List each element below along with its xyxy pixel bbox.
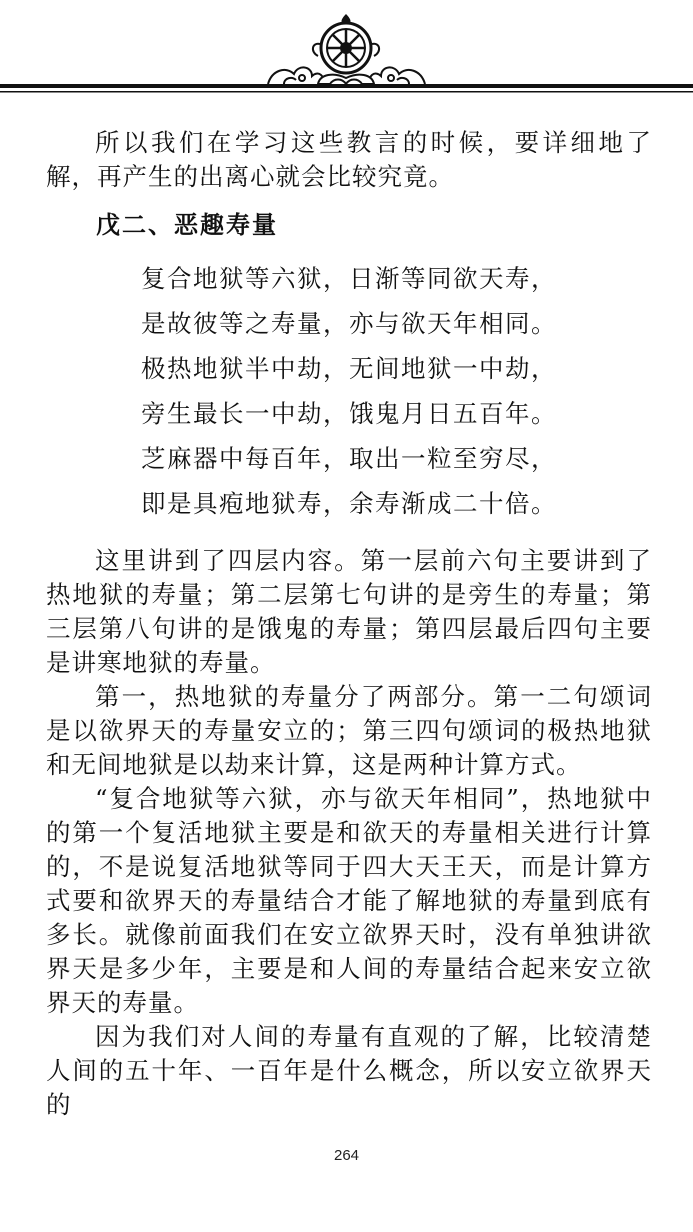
paragraph-1: 所以我们在学习这些教言的时候，要详细地了解，再产生的出离心就会比较究竟。 [46,128,652,191]
paragraph-5: 因为我们对人间的寿量有直观的了解，比较清楚人间的五十年、一百年是什么概念，所以安立欲界天的 [46,1022,652,1119]
verse-line: 复合地狱等六狱，日渐等同欲天寿， [141,264,557,293]
section-heading: 戊二、恶趣寿量 [96,211,278,239]
verse-line: 芝麻器中每百年，取出一粒至穷尽， [141,444,557,473]
dharma-wheel-icon [313,14,379,73]
left-cloud-icon [268,67,323,84]
lotus-base-icon [318,75,374,84]
verse-block [141,256,652,526]
verse-line: 即是具疱地狱寿，余寿渐成二十倍。 [141,489,557,518]
verse-line: 是故彼等之寿量，亦与欲天年相同。 [141,309,557,338]
paragraph-4: “复合地狱等六狱，亦与欲天年相同”，热地狱中的第一个复活地狱主要是和欲天的寿量相关进行计算的，不是说复活地狱等同于四大天王天，而是计算方式要和欲界天的寿量结合才能了解地狱的寿量到底有多长。就像前面我们在安立欲界天时，没有单独讲欲界天是多少年，主要是和人间的寿量结合起来安立欲界天的寿量。 [46,784,652,1017]
page-header-ornament [0,0,693,110]
verse-line: 旁生最长一中劫，饿鬼月日五百年。 [141,399,557,428]
paragraph-3: 第一，热地狱的寿量分了两部分。第一二句颂词是以欲界天的寿量安立的；第三四句颂词的极热地狱和无间地狱是以劫来计算，这是两种计算方式。 [46,682,652,779]
right-cloud-icon [370,67,425,84]
page-number: 264 [333,1147,360,1164]
paragraph-2: 这里讲到了四层内容。第一层前六句主要讲到了热地狱的寿量；第二层第七句讲的是旁生的寿量；第三层第八句讲的是饿鬼的寿量；第四层最后四句主要是讲寒地狱的寿量。 [46,546,652,677]
page-body [46,126,652,1122]
verse-line: 极热地狱半中劫，无间地狱一中劫， [141,354,557,383]
header-rule [0,0,693,110]
